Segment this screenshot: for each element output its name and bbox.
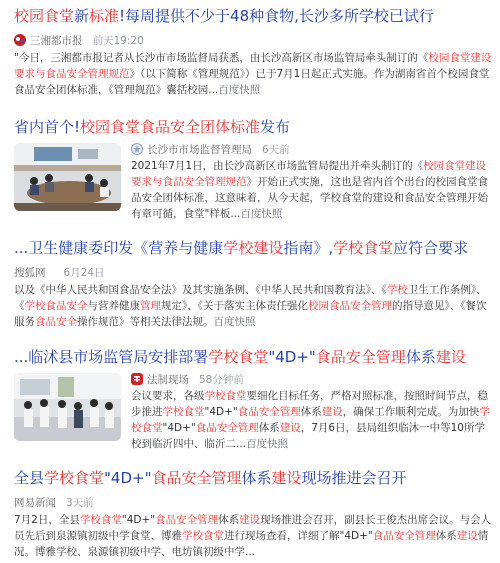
result-meta [14, 264, 492, 280]
highlighted-text: 食品安全管理 [372, 530, 436, 542]
text-segment: "4D+" [162, 422, 196, 434]
text-segment: 体系 [300, 406, 322, 418]
text-segment: 新 [74, 7, 90, 25]
text-segment: "今日，三湘都市报记者从长沙市市场监督局获悉，由长沙高新区市场监管局牵头制订的《 [14, 52, 429, 64]
result-source[interactable]: 长沙市市场监督管理局 [147, 143, 252, 156]
result-abstract [14, 282, 492, 330]
fazhi-logo-icon [131, 373, 143, 385]
result-abstract [14, 50, 492, 98]
result-thumbnail[interactable] [14, 373, 121, 441]
snapshot-link[interactable]: 百度快照 [246, 438, 289, 450]
search-result-4 [14, 347, 492, 468]
text-segment: 要细化目标任务，严格对照标准，按照时间节点，稳步推进 [131, 390, 488, 418]
highlighted-text: 建设 [271, 469, 302, 487]
result-meta [14, 32, 492, 48]
text-segment: 情况。博雅学校、泉源镇初级中学、 [14, 530, 489, 558]
result-time: 6月24日 [63, 266, 105, 279]
highlighted-text: 标准 [89, 7, 120, 25]
highlighted-text: 学校食堂 [79, 514, 122, 526]
highlighted-text: 学校建设 [223, 239, 284, 257]
text-segment: 》（以下简称《管理规范》）已于7月1日起正式实施。作为湖南省首个校园食堂食品安全团体标准，《管理规范》囊括校园... [14, 68, 490, 96]
search-result-1 [14, 6, 492, 98]
highlighted-text: 校园食堂建设要求与食品安全管理规范 [14, 52, 492, 80]
result-meta [14, 494, 492, 510]
highlighted-text: 校园食堂建设要求与食品安全管理规范 [131, 160, 487, 188]
meeting-room-photo [14, 143, 121, 211]
result-title[interactable] [14, 6, 492, 26]
text-segment: "4D+" [268, 348, 316, 366]
text-segment: 应符合要求 [393, 239, 469, 257]
text-segment: 体系 [241, 469, 272, 487]
highlighted-text: 学校食堂 [131, 406, 490, 434]
sanxiang-logo-icon [14, 34, 26, 46]
text-segment: 会议要求，各级 [131, 390, 205, 402]
inspection-photo [14, 373, 121, 441]
result-source[interactable]: 网易新闻 [14, 496, 56, 509]
text-segment: ，7月6日，县局组织临沐一中等10所学校到临沂四中、临沂二... [131, 422, 485, 450]
highlighted-text: 学校食堂 [204, 390, 247, 402]
snapshot-link[interactable]: 百度快照 [213, 316, 256, 328]
result-time: 58分钟前 [199, 373, 244, 386]
result-time: 3天前 [66, 496, 94, 509]
result-abstract [131, 158, 492, 238]
highlighted-text: 学校食堂 [208, 348, 269, 366]
highlighted-text: 食品安全管理 [237, 406, 301, 418]
search-result-5 [14, 468, 492, 560]
result-meta [131, 371, 492, 387]
snapshot-link[interactable]: 百度快照 [218, 84, 261, 96]
highlighted-text: 建设 [435, 348, 466, 366]
result-source[interactable]: 搜狐网 [14, 266, 46, 279]
search-result-3 [14, 238, 492, 330]
text-segment: 操作规范》等相关法律法规。 [77, 316, 214, 328]
text-segment: 指南》, [283, 239, 334, 257]
text-segment: 现场推进会召开 [301, 469, 407, 487]
text-segment: ...临沭县市场监管局安排部署 [14, 348, 209, 366]
text-segment: 体系 [258, 422, 280, 434]
text-segment: 卫生工作条例》、《 [14, 284, 487, 312]
text-segment: 省内首个! [14, 118, 81, 136]
text-segment: "4D+" [104, 469, 152, 487]
result-meta [131, 141, 492, 157]
text-segment: !每周提供不少于48种食物,长沙多所学校已试行 [119, 7, 434, 25]
snapshot-link[interactable]: 百度快照 [240, 208, 283, 220]
highlighted-text: 建设 [321, 406, 343, 418]
text-segment: 电坊镇初级中学... [171, 546, 256, 558]
result-title[interactable] [14, 347, 492, 367]
text-segment: 现场推进会召开，副县长王俊杰出席会议。与会人员先后到泉源镇初级中学食堂、博雅 [14, 514, 492, 542]
result-title[interactable] [14, 468, 492, 488]
highlighted-text: 食品安全 [35, 316, 77, 328]
result-abstract [14, 512, 492, 560]
result-time: 6天前 [262, 143, 290, 156]
highlighted-text: 校园食堂食品安全团体标准 [80, 118, 261, 136]
govt-emblem-icon [131, 143, 143, 155]
highlighted-text: 建设 [239, 514, 261, 526]
search-result-2 [14, 117, 492, 238]
text-segment: "4D+" [121, 514, 156, 526]
highlighted-text: 校园食堂 [14, 7, 75, 25]
text-segment: 与营养健康 [87, 300, 140, 312]
highlighted-text: 学校食堂 [333, 239, 394, 257]
text-segment: 全县 [14, 469, 45, 487]
text-segment: 以及《中华人民共和国食品安全法》及其实施条例、《中华人民共和国教育法》、《 [14, 284, 387, 296]
text-segment: 2021年7月1日，由长沙高新区市场监管局提出并牵头制订的《 [131, 160, 424, 172]
highlighted-text: 校园食品安全管理 [308, 300, 392, 312]
text-segment: "4D+" [204, 406, 238, 418]
highlighted-text: 学校 [386, 284, 408, 296]
highlighted-text: 食品安全管理 [155, 514, 219, 526]
text-segment: 规定》、《关于落实主体责任强化 [161, 300, 308, 312]
text-segment: 》开始正式实施，这也是省内首个出台的校园食堂食品安全团体标准，这意味着，从今天起，学校食堂的建设和食品安全管理开始有章可循，食堂"样板... [131, 176, 488, 220]
text-segment: ...卫生健康委印发《营养与健康 [14, 239, 224, 257]
text-segment: 发布 [260, 118, 291, 136]
text-segment: 体系 [218, 514, 240, 526]
result-title[interactable] [14, 238, 492, 258]
result-thumbnail[interactable] [14, 143, 121, 211]
text-segment: 进行现场查看，详细了解"4D+" [224, 530, 373, 542]
highlighted-text: 食品安全管理 [315, 348, 406, 366]
highlighted-text: 学校食品安全 [24, 300, 88, 312]
result-time: 前天19:20 [92, 34, 144, 47]
result-source[interactable]: 三湘都市报 [30, 34, 83, 47]
highlighted-text: 食品安全管理 [195, 422, 259, 434]
highlighted-text: 学校食堂 [44, 469, 105, 487]
highlighted-text: 学校食堂 [162, 406, 205, 418]
text-segment: 体系 [435, 530, 457, 542]
result-source[interactable]: 法制现场 [147, 373, 189, 386]
highlighted-text: 学校食堂 [182, 530, 224, 542]
highlighted-text: 建设 [279, 422, 301, 434]
text-segment: ，确保工作顺利完成。为加快 [342, 406, 480, 418]
result-abstract [131, 388, 492, 468]
text-segment: 的指导意见》、《餐饮服务 [14, 300, 487, 328]
result-title[interactable] [14, 117, 492, 137]
highlighted-text: 建设 [456, 530, 478, 542]
text-segment: 体系 [405, 348, 436, 366]
highlighted-text: 管理 [140, 300, 161, 312]
highlighted-text: 食品安全管理 [151, 469, 242, 487]
text-segment: 7月2日，全县 [14, 514, 80, 526]
